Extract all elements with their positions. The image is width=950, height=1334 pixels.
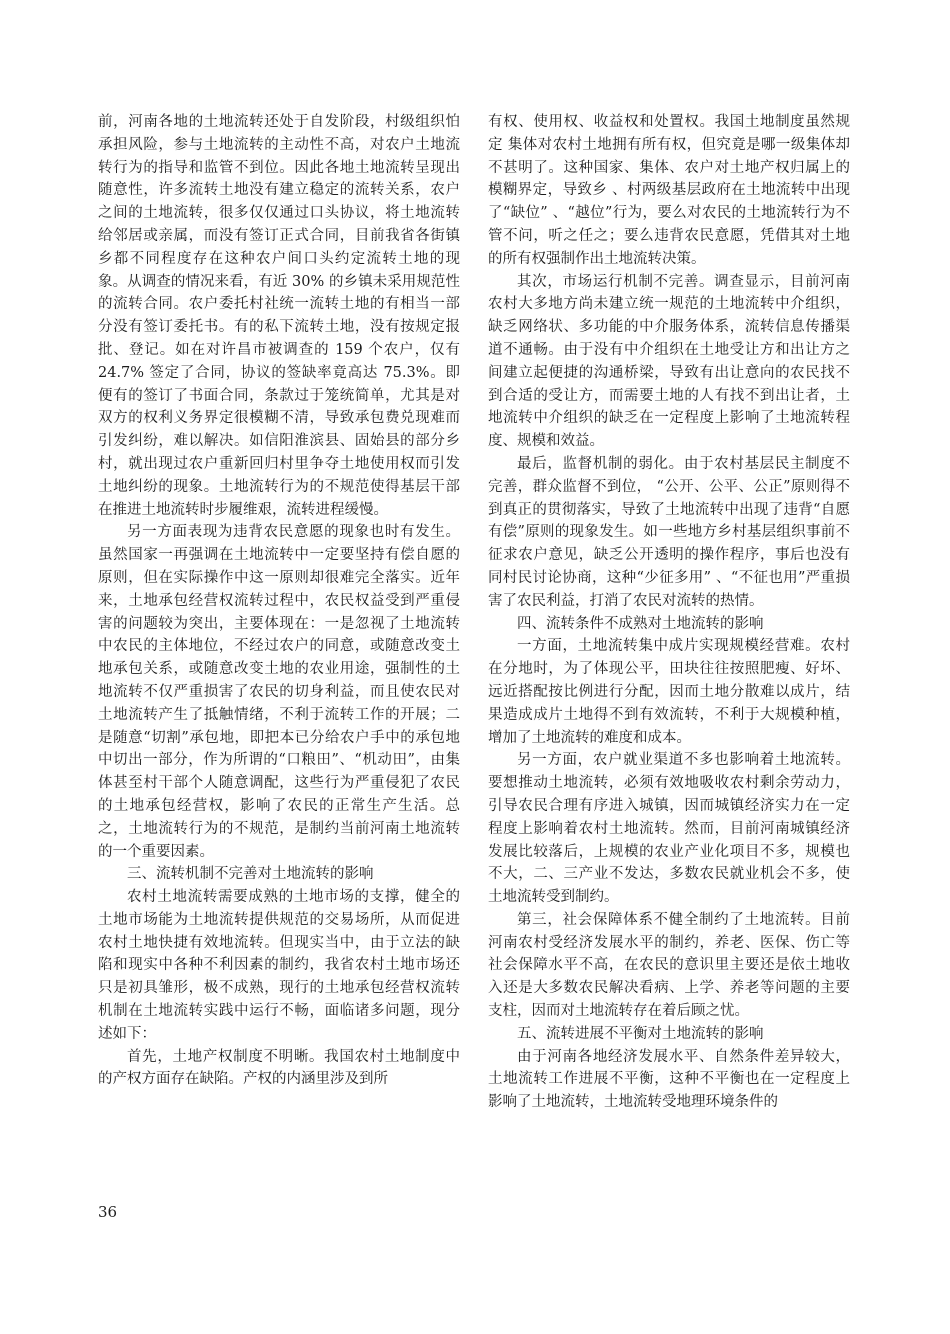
paragraph: 首先，土地产权制度不明晰。我国农村土地制度中的产权方面存在缺陷。产权的内涵里涉及到所 (98, 1048, 460, 1088)
paragraph-continued: 有权、使用权、收益权和处置权。我国土地制度虽然规定 集体对农村土地拥有所有权，但究竟是哪一级集体却不甚明了。这种国家、集体、农户对土地产权归属上的模糊界定，导致乡 、村两级基层政府在土地流转中出现了“缺位” 、“越位”行为，要么对农民的土地流转行为不管不问，听之任之；要么违背农民意愿，凭借其对土地的所有权强制作出土地流转决策。 (488, 114, 850, 267)
paragraph-continued: 前，河南各地的土地流转还处于自发阶段，村级组织怕承担风险，参与土地流转的主动性不高，对农户土地流转行为的指导和监管不到位。因此各地土地流转呈现出随意性，许多流转土地没有建立稳定的流转关系，农户之间的土地流转，很多仅仅通过口头协议，将土地流转给邻居或亲属，而没有签订正式合同，目前我省各街镇乡都不同程度存在这种农户间口头约定流转土地的现象。从调查的情况来看，有近 30% 的乡镇未采用规范性的流转合同。农户委托村社统一流转土地的有相当一部分没有签订委托书。有的私下流转土地，没有按规定报批、登记。如在对许昌市被调查的 159 个农户，仅有 24.7% 签定了合同，协议的签缺率竟高达 75.3%。即便有的签订了书面合同，条款过于笼统简单，尤其是对双方的权利义务界定很模糊不清，导致承包费兑现难而引发纠纷，难以解决。如信阳淮滨县、固始县的部分乡村，就出现过农户重新回归村里争夺土地使用权而引发土地纠纷的现象。土地流转行为的不规范使得基层干部在推进土地流转时步履维艰，流转进程缓慢。 (98, 114, 460, 518)
section-heading: 四、流转条件不成熟对土地流转的影响 (517, 615, 764, 632)
paragraph: 其次，市场运行机制不完善。调查显示，目前河南农村大多地方尚未建立统一规范的土地流转中介组织，缺乏网络状、多功能的中介服务体系，流转信息传播渠道不通畅。由于没有中介组织在土地受让方和出让方之间建立起便捷的沟通桥梁，导致有出让意向的农民找不到合适的受让方，而需要土地的人有找不到出让者，土地流转中介组织的缺乏在一定程度上影响了土地流转程度、规模和效益。 (488, 273, 850, 450)
section-heading: 三、流转机制不完善对土地流转的影响 (127, 866, 374, 883)
left-column (98, 111, 460, 1091)
page-number: 36 (98, 1203, 118, 1221)
paragraph: 第三，社会保障体系不健全制约了土地流转。目前河南农村受经济发展水平的制约，养老、医保、伤亡等社会保障水平不高，在农民的意识里主要还是依土地收入还是大多数农民解决看病、上学、养老等问题的主要支柱，因而对土地流转存在着后顾之忧。 (488, 911, 850, 1020)
paragraph: 另一方面表现为违背农民意愿的现象也时有发生。虽然国家一再强调在土地流转中一定要坚持有偿自愿的原则，但在实际操作中这一原则却很难完全落实。近年来，土地承包经营权流转过程中，农民权益受到严重侵害的问题较为突出，主要体现在：一是忽视了土地流转中农民的主体地位，不经过农户的同意，或随意改变土地承包关系，或随意改变土地的农业用途，强制性的土地流转不仅严重损害了农民的切身利益，而且使农民对土地流转产生了抵触情绪，不利于流转工作的开展；二是随意“切割”承包地，即把本已分给农户手中的承包地中切出一部分，作为所谓的“口粮田”、“机动田”，由集体甚至村干部个人随意调配，这些行为严重侵犯了农民的土地承包经营权，影响了农民的正常生产生活。总之，土地流转行为的不规范，是制约当前河南土地流转的一个重要因素。 (98, 524, 460, 860)
paragraph: 最后，监督机制的弱化。由于农村基层民主制度不完善，群众监督不到位， “公开、公平、公正”原则得不到真正的贯彻落实，导致了土地流转中出现了违背“自愿有偿”原则的现象发生。如一些地方乡村基层组织事前不征求农户意见，缺乏公开透明的操作程序，事后也没有同村民讨论协商，这种“少征多用” 、“不征也用”严重损害了农民利益，打消了农民对流转的热情。 (488, 455, 850, 609)
paragraph: 另一方面，农户就业渠道不多也影响着土地流转。要想推动土地流转，必须有效地吸收农村剩余劳动力，引导农民合理有序进入城镇，因而城镇经济实力在一定程度上影响着农村土地流转。然而，目前河南城镇经济发展比较落后，上规模的农业产业化项目不多，规模也不大，二、三产业不发达，多数农民就业机会不多，使土地流转受到制约。 (488, 752, 850, 906)
paragraph: 由于河南各地经济发展水平、自然条件差异较大，土地流转工作进展不平衡，这种不平衡也在一定程度上影响了土地流转，土地流转受地理环境条件的 (488, 1048, 850, 1111)
section-heading: 五、流转进展不平衡对土地流转的影响 (517, 1025, 764, 1042)
paragraph: 农村土地流转需要成熟的土地市场的支撑，健全的土地市场能为土地流转提供规范的交易场所，从而促进农村土地快捷有效地流转。但现实当中，由于立法的缺陷和现实中各种不利因素的制约，我省农村土地市场还只是初具雏形，极不成熟，现行的土地承包经营权流转机制在土地流转实践中运行不畅，面临诸多问题，现分述如下： (98, 889, 460, 1042)
paragraph: 一方面，土地流转集中成片实现规模经营难。农村在分地时，为了体现公平，田块往往按照肥瘦、好坏、远近搭配按比例进行分配，因而土地分散难以成片，结果造成成片土地得不到有效流转，不利于大规模种植，增加了土地流转的难度和成本。 (488, 638, 850, 746)
right-column (488, 111, 850, 1114)
